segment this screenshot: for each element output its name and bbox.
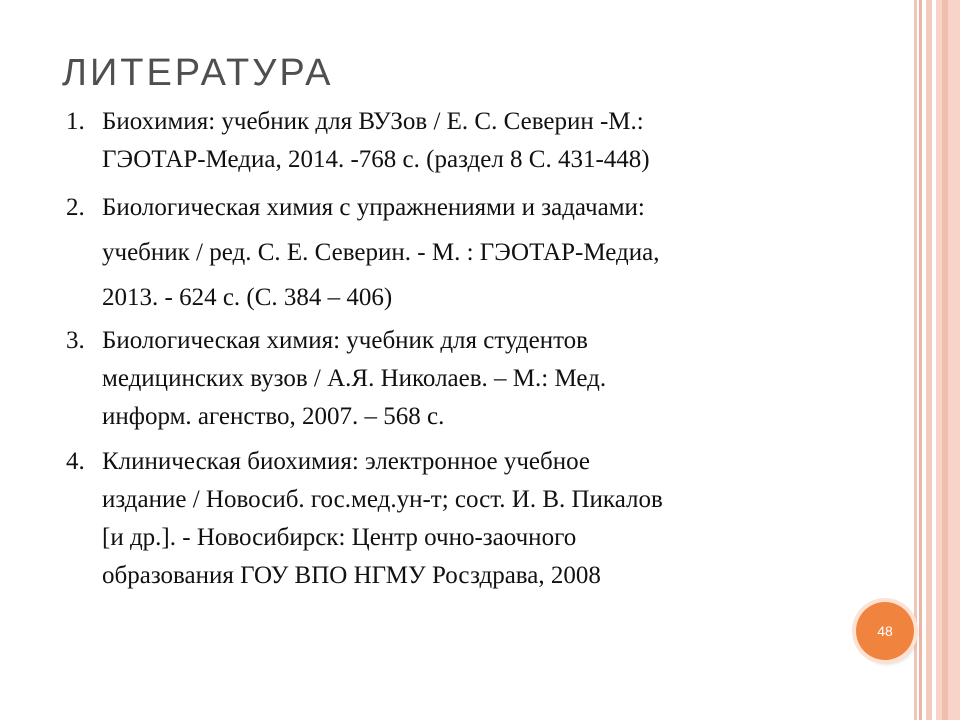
stripe xyxy=(942,0,948,720)
reference-number: 4. xyxy=(66,448,85,475)
stripe xyxy=(926,0,932,720)
reference-number: 2. xyxy=(66,194,85,221)
reference-line: Биохимия: учебник для ВУЗов / Е. С. Северин -М.: xyxy=(102,108,644,135)
reference-line: ГЭОТАР-Медиа, 2014. -768 с. (раздел 8 С. 431-448) xyxy=(102,146,650,173)
reference-item xyxy=(66,103,846,179)
stripe xyxy=(914,0,917,720)
page-number-badge: 48 xyxy=(856,602,914,660)
decorative-side-stripes xyxy=(914,0,960,720)
reference-number: 3. xyxy=(66,327,85,354)
reference-item xyxy=(66,185,846,320)
slide-title: ЛИТЕРАТУРА xyxy=(62,52,334,94)
reference-line: образования ГОУ ВПО НГМУ Росздрава, 2008 xyxy=(102,562,601,589)
reference-line: Биологическая химия с упражнениями и задачами: xyxy=(102,194,645,221)
reference-number: 1. xyxy=(66,108,85,135)
stripe xyxy=(919,0,922,720)
reference-item xyxy=(66,443,846,595)
reference-line: Клиническая биохимия: электронное учебное xyxy=(102,448,591,475)
reference-line: учебник / ред. С. Е. Северин. - М. : ГЭОТАР-Медиа, xyxy=(102,239,660,266)
reference-item xyxy=(66,322,846,436)
reference-line: [и др.]. - Новосибирск: Центр очно-заочного xyxy=(102,524,577,551)
reference-line: Биологическая химия: учебник для студентов xyxy=(102,327,588,354)
stripe xyxy=(936,0,960,720)
reference-line: издание / Новосиб. гос.мед.ун-т; сост. И. В. Пикалов xyxy=(102,486,663,513)
reference-list xyxy=(66,103,846,595)
reference-line: медицинских вузов / А.Я. Николаев. – М.: Мед. xyxy=(102,365,607,392)
reference-line: 2013. - 624 с. (С. 384 – 406) xyxy=(102,284,393,311)
reference-line: информ. агенство, 2007. – 568 с. xyxy=(102,403,445,430)
